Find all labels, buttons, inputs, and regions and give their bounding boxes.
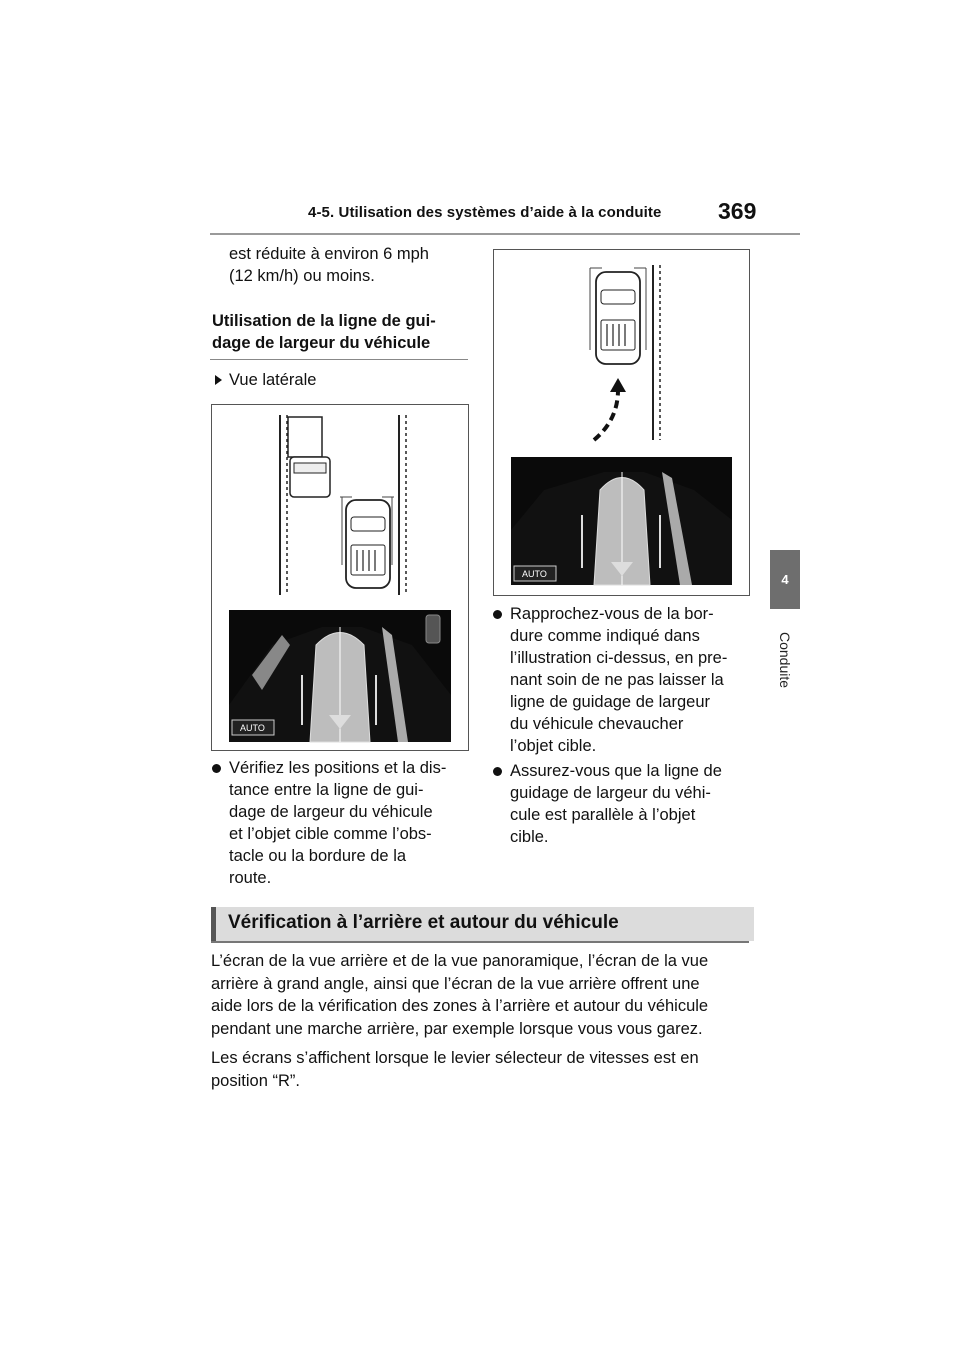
bullet-dot-icon <box>493 767 502 776</box>
figure-side-view <box>211 404 469 751</box>
section-paragraph-2: Les écrans s’affichent lorsque le levier sélecteur de vitesses est en position “R”. <box>211 1049 699 1090</box>
approach-view-illustration <box>494 250 749 595</box>
subheading-rule <box>210 359 468 360</box>
intro-text: est réduite à environ 6 mph (12 km/h) ou moins. <box>229 245 429 285</box>
view-label: Vue latérale <box>215 369 465 391</box>
side-view-illustration <box>212 405 468 750</box>
bullet-dot-icon <box>212 764 221 773</box>
header-rule <box>210 233 800 235</box>
page-number: 369 <box>718 198 757 224</box>
section-rule <box>211 941 749 943</box>
section-title: 4-5. Utilisation des systèmes d’aide à la conduite <box>308 204 662 221</box>
section-heading: Vérification à l’arrière et autour du véhicule <box>211 907 754 941</box>
bullet-parallel-check: Assurez-vous que la ligne de guidage de largeur du véhi- cule est parallèle à l’objet cible. <box>493 760 755 848</box>
bullet-dot-icon <box>493 610 502 619</box>
section-paragraph-1: L’écran de la vue arrière et de la vue panoramique, l’écran de la vue arrière à grand angle, ainsi que l’écran de la vue arrière offrent une aide lors de la vérification des zones à l’arrière et autour du véhicule pendant une marche arrière, par exemple lorsque vous vous garez. <box>211 952 709 1038</box>
svg-text:AUTO: AUTO <box>522 569 547 579</box>
bullet-check-position: Vérifiez les positions et la dis- tance entre la ligne de gui- dage de largeur du véhicule et l’objet cible comme l’obs- tacle ou la bordure de la route. <box>212 757 470 889</box>
triangle-bullet-icon <box>215 375 222 385</box>
chapter-tab: 4 <box>770 550 800 609</box>
svg-text:AUTO: AUTO <box>240 723 265 733</box>
subheading: Utilisation de la ligne de gui- dage de largeur du véhicule <box>212 312 436 352</box>
bullet-approach-curb: Rapprochez-vous de la bor- dure comme indiqué dans l’illustration ci-dessus, en pre- nant soin de ne pas laisser la ligne de guidage de largeur du véhicule chevaucher l’objet cible. <box>493 603 755 757</box>
chapter-side-label: Conduite <box>777 631 793 689</box>
figure-approach-view <box>493 249 750 596</box>
